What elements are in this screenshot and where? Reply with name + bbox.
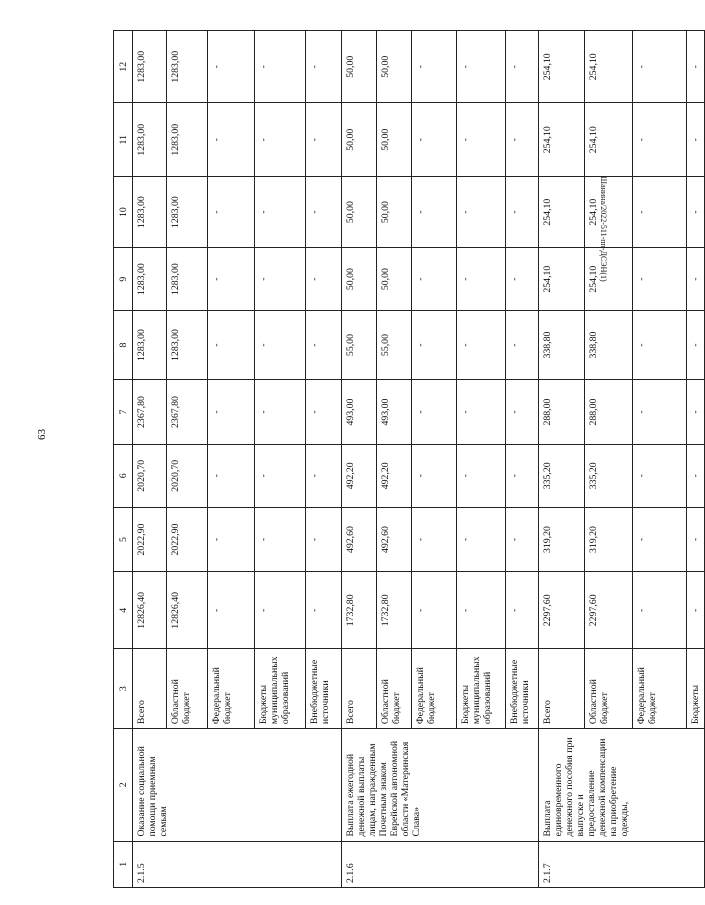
- column-header: 3: [114, 649, 133, 729]
- value-cell: -: [506, 103, 539, 176]
- value-cell: -: [633, 310, 687, 379]
- value-cell: 55,00: [342, 310, 377, 379]
- column-header: 10: [114, 176, 133, 247]
- column-header: 1: [114, 841, 133, 887]
- funding-source: Федеральный бюджет: [412, 649, 457, 729]
- value-cell: 288,00: [585, 380, 633, 445]
- value-cell: 12826,40: [133, 572, 167, 649]
- page-number: 63: [36, 429, 48, 440]
- column-header: 9: [114, 248, 133, 311]
- value-cell: -: [506, 444, 539, 507]
- value-cell: -: [633, 176, 687, 247]
- value-cell: 55,00: [377, 310, 412, 379]
- value-cell: -: [457, 380, 506, 445]
- value-cell: -: [633, 572, 687, 649]
- column-header: 4: [114, 572, 133, 649]
- value-cell: -: [633, 380, 687, 445]
- value-cell: -: [255, 444, 306, 507]
- value-cell: -: [412, 507, 457, 572]
- value-cell: 50,00: [342, 248, 377, 311]
- value-cell: 12826,40: [167, 572, 208, 649]
- value-cell: 288,00: [539, 380, 585, 445]
- value-cell: 493,00: [342, 380, 377, 445]
- value-cell: 338,80: [539, 310, 585, 379]
- value-cell: -: [306, 507, 342, 572]
- value-cell: -: [208, 572, 255, 649]
- table-row: [342, 31, 377, 888]
- funding-source: Областной бюджет: [167, 649, 208, 729]
- funding-source: Всего: [539, 649, 585, 729]
- value-cell: 2297,60: [585, 572, 633, 649]
- value-cell: 1283,00: [167, 103, 208, 176]
- value-cell: -: [457, 176, 506, 247]
- header-row: [114, 31, 133, 888]
- column-header: 11: [114, 103, 133, 176]
- value-cell: -: [457, 248, 506, 311]
- value-cell: 493,00: [377, 380, 412, 445]
- value-cell: -: [457, 444, 506, 507]
- value-cell: -: [255, 248, 306, 311]
- column-header: 7: [114, 380, 133, 445]
- value-cell: -: [306, 31, 342, 104]
- value-cell: -: [506, 380, 539, 445]
- column-header: 2: [114, 729, 133, 841]
- table-row: [133, 31, 167, 888]
- funding-source: Всего: [342, 649, 377, 729]
- value-cell: 254,10: [585, 103, 633, 176]
- value-cell: 338,80: [585, 310, 633, 379]
- item-name: Выплата ежегодной денежной выплаты лицам, награжденным Почетным знаком Еврейской автономной области «Материнская Слава»: [342, 729, 539, 841]
- value-cell: -: [457, 310, 506, 379]
- column-header: 12: [114, 31, 133, 104]
- value-cell: -: [412, 444, 457, 507]
- value-cell: 1283,00: [167, 176, 208, 247]
- value-cell: 254,10: [539, 103, 585, 176]
- value-cell: -: [687, 248, 705, 311]
- value-cell: 2297,60: [539, 572, 585, 649]
- funding-source: Областной бюджет: [377, 649, 412, 729]
- value-cell: 2367,80: [133, 380, 167, 445]
- value-cell: 1283,00: [133, 176, 167, 247]
- item-name: Выплата единовременного денежного пособия при выпуске и предоставление денежной компенсации на приобретение одежды,: [539, 729, 705, 841]
- value-cell: -: [255, 31, 306, 104]
- value-cell: -: [412, 176, 457, 247]
- value-cell: -: [687, 31, 705, 104]
- value-cell: 1283,00: [133, 103, 167, 176]
- value-cell: 254,10: [539, 31, 585, 104]
- value-cell: -: [457, 31, 506, 104]
- value-cell: 50,00: [377, 248, 412, 311]
- value-cell: -: [412, 572, 457, 649]
- value-cell: -: [255, 507, 306, 572]
- value-cell: -: [633, 31, 687, 104]
- value-cell: -: [506, 176, 539, 247]
- value-cell: -: [457, 103, 506, 176]
- value-cell: 335,20: [539, 444, 585, 507]
- value-cell: 1283,00: [167, 31, 208, 104]
- value-cell: 2020,70: [167, 444, 208, 507]
- value-cell: -: [208, 103, 255, 176]
- value-cell: -: [412, 31, 457, 104]
- value-cell: 1283,00: [133, 310, 167, 379]
- value-cell: -: [412, 103, 457, 176]
- value-cell: -: [208, 444, 255, 507]
- value-cell: -: [255, 176, 306, 247]
- value-cell: 1283,00: [133, 31, 167, 104]
- value-cell: 319,20: [539, 507, 585, 572]
- value-cell: -: [412, 310, 457, 379]
- value-cell: 50,00: [377, 176, 412, 247]
- value-cell: -: [306, 248, 342, 311]
- value-cell: 1732,80: [342, 572, 377, 649]
- value-cell: 319,20: [585, 507, 633, 572]
- value-cell: 254,10: [585, 176, 633, 247]
- value-cell: -: [687, 176, 705, 247]
- value-cell: 1283,00: [133, 248, 167, 311]
- value-cell: -: [306, 310, 342, 379]
- value-cell: 2367,80: [167, 380, 208, 445]
- value-cell: -: [208, 176, 255, 247]
- value-cell: -: [687, 103, 705, 176]
- table-body: [114, 31, 705, 888]
- value-cell: -: [506, 248, 539, 311]
- value-cell: -: [687, 310, 705, 379]
- value-cell: 50,00: [342, 103, 377, 176]
- value-cell: -: [306, 444, 342, 507]
- value-cell: 254,10: [539, 248, 585, 311]
- funding-source: Бюджеты муниципальных образований: [457, 649, 506, 729]
- value-cell: 1283,00: [167, 310, 208, 379]
- value-cell: -: [255, 380, 306, 445]
- value-cell: -: [255, 310, 306, 379]
- value-cell: -: [208, 310, 255, 379]
- funding-source: Бюджеты: [687, 649, 705, 729]
- value-cell: -: [687, 380, 705, 445]
- value-cell: 254,10: [585, 248, 633, 311]
- item-number: 2.1.7: [539, 841, 705, 887]
- value-cell: 50,00: [377, 31, 412, 104]
- value-cell: -: [208, 248, 255, 311]
- item-name: Оказание социальной помощи приемным семьям: [133, 729, 342, 841]
- value-cell: 254,10: [585, 31, 633, 104]
- value-cell: -: [506, 31, 539, 104]
- value-cell: -: [633, 444, 687, 507]
- value-cell: -: [255, 572, 306, 649]
- funding-source: Всего: [133, 649, 167, 729]
- value-cell: -: [412, 248, 457, 311]
- value-cell: -: [306, 380, 342, 445]
- funding-source: Бюджеты муниципальных образований: [255, 649, 306, 729]
- value-cell: -: [687, 572, 705, 649]
- value-cell: -: [255, 103, 306, 176]
- funding-source: Федеральный бюджет: [633, 649, 687, 729]
- table-row: [539, 31, 585, 888]
- value-cell: 492,60: [342, 507, 377, 572]
- funding-source: Внебюджетные источники: [306, 649, 342, 729]
- value-cell: -: [306, 572, 342, 649]
- value-cell: 2022,90: [133, 507, 167, 572]
- value-cell: 492,60: [377, 507, 412, 572]
- value-cell: 2020,70: [133, 444, 167, 507]
- value-cell: 50,00: [377, 103, 412, 176]
- value-cell: 492,20: [342, 444, 377, 507]
- column-header: 5: [114, 507, 133, 572]
- value-cell: 50,00: [342, 176, 377, 247]
- value-cell: -: [412, 380, 457, 445]
- value-cell: -: [306, 176, 342, 247]
- value-cell: -: [633, 507, 687, 572]
- value-cell: 2022,90: [167, 507, 208, 572]
- value-cell: -: [687, 507, 705, 572]
- value-cell: -: [633, 248, 687, 311]
- item-number: 2.1.6: [342, 841, 539, 887]
- value-cell: -: [633, 103, 687, 176]
- value-cell: 492,20: [377, 444, 412, 507]
- budget-table: [113, 30, 705, 888]
- column-header: 6: [114, 444, 133, 507]
- value-cell: -: [457, 572, 506, 649]
- value-cell: 335,20: [585, 444, 633, 507]
- value-cell: -: [506, 310, 539, 379]
- document-code: Шанина/2022-511-пп-ДСЭН(1): [599, 176, 608, 282]
- value-cell: 1283,00: [167, 248, 208, 311]
- value-cell: -: [506, 572, 539, 649]
- value-cell: -: [306, 103, 342, 176]
- value-cell: 1732,80: [377, 572, 412, 649]
- value-cell: -: [506, 507, 539, 572]
- value-cell: -: [687, 444, 705, 507]
- value-cell: -: [208, 507, 255, 572]
- value-cell: -: [208, 31, 255, 104]
- column-header: 8: [114, 310, 133, 379]
- funding-source: Областной бюджет: [585, 649, 633, 729]
- item-number: 2.1.5: [133, 841, 342, 887]
- value-cell: -: [457, 507, 506, 572]
- funding-source: Федеральный бюджет: [208, 649, 255, 729]
- value-cell: -: [208, 380, 255, 445]
- funding-source: Внебюджетные источники: [506, 649, 539, 729]
- value-cell: 50,00: [342, 31, 377, 104]
- value-cell: 254,10: [539, 176, 585, 247]
